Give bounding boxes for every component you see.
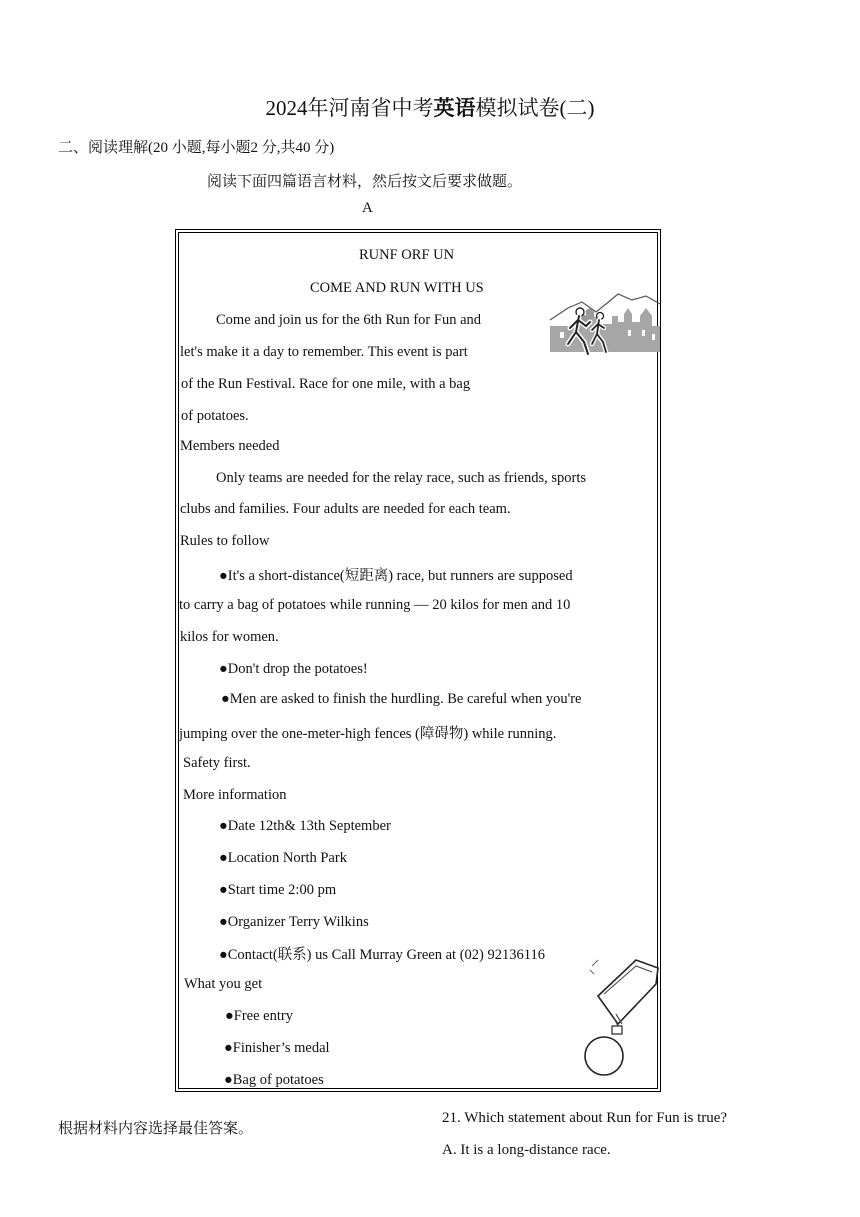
get-item: ●Finisher’s medal (224, 1040, 330, 1056)
members-heading: Members needed (180, 438, 280, 454)
intro-line: of potatoes. (181, 408, 249, 424)
title-part-3: 模拟试卷(二) (475, 96, 595, 120)
poster-title: RUNF ORF UN (359, 247, 455, 263)
poster-box (175, 229, 661, 1092)
question-21: 21. Which statement about Run for Fun is true? (442, 1110, 728, 1126)
rule-line: ●Don't drop the potatoes! (219, 661, 368, 677)
poster-subtitle: COME AND RUN WITH US (310, 280, 484, 296)
intro-line: let's make it a day to remember. This event is part (180, 344, 468, 360)
intro-line: Come and join us for the 6th Run for Fun and (216, 312, 482, 328)
info-item: ●Start time 2:00 pm (219, 882, 337, 898)
passage-letter: A (362, 200, 373, 216)
rules-heading: Rules to follow (180, 533, 270, 549)
runners-city-icon (548, 286, 662, 364)
instruction-text: 阅读下面四篇语言材料，然后按文后要求做题。 (207, 174, 523, 190)
members-line: clubs and families. Four adults are needed for each team. (180, 501, 511, 517)
members-line: Only teams are needed for the relay race, such as friends, sports (216, 470, 587, 486)
rule-line: Safety first. (183, 755, 251, 771)
get-heading: What you get (184, 976, 263, 992)
title-part-bold: 英语 (433, 96, 476, 120)
more-heading: More information (183, 787, 287, 803)
medal-icon (580, 958, 664, 1082)
get-item: ●Free entry (225, 1008, 293, 1024)
rule-line: ●Men are asked to finish the hurdling. Be careful when you're (221, 691, 582, 707)
questions-intro: 根据材料内容选择最佳答案。 (58, 1121, 254, 1137)
info-item: ●Location North Park (219, 850, 347, 866)
rule-line: kilos for women. (180, 629, 279, 645)
get-item: ●Bag of potatoes (224, 1072, 324, 1088)
intro-line: of the Run Festival. Race for one mile, with a bag (181, 376, 471, 392)
question-21-option-a: A. It is a long-distance race. (442, 1142, 611, 1158)
info-item: ●Organizer Terry Wilkins (219, 914, 369, 930)
rule-line: to carry a bag of potatoes while running — 20 kilos for men and 10 (179, 597, 571, 613)
section-heading: 二、阅读理解(20 小题,每小题2 分,共40 分) (58, 140, 335, 156)
rule-line: ●It's a short-distance(短距离) race, but runners are supposed (219, 568, 573, 584)
title-part-1: 2024年河南省中考 (265, 96, 434, 120)
page-title (0, 92, 860, 122)
info-item: ●Date 12th& 13th September (219, 818, 391, 834)
rule-line: jumping over the one-meter-high fences (障碍物) while running. (179, 726, 557, 742)
info-item: ●Contact(联系) us Call Murray Green at (02) 92136116 (219, 947, 545, 963)
